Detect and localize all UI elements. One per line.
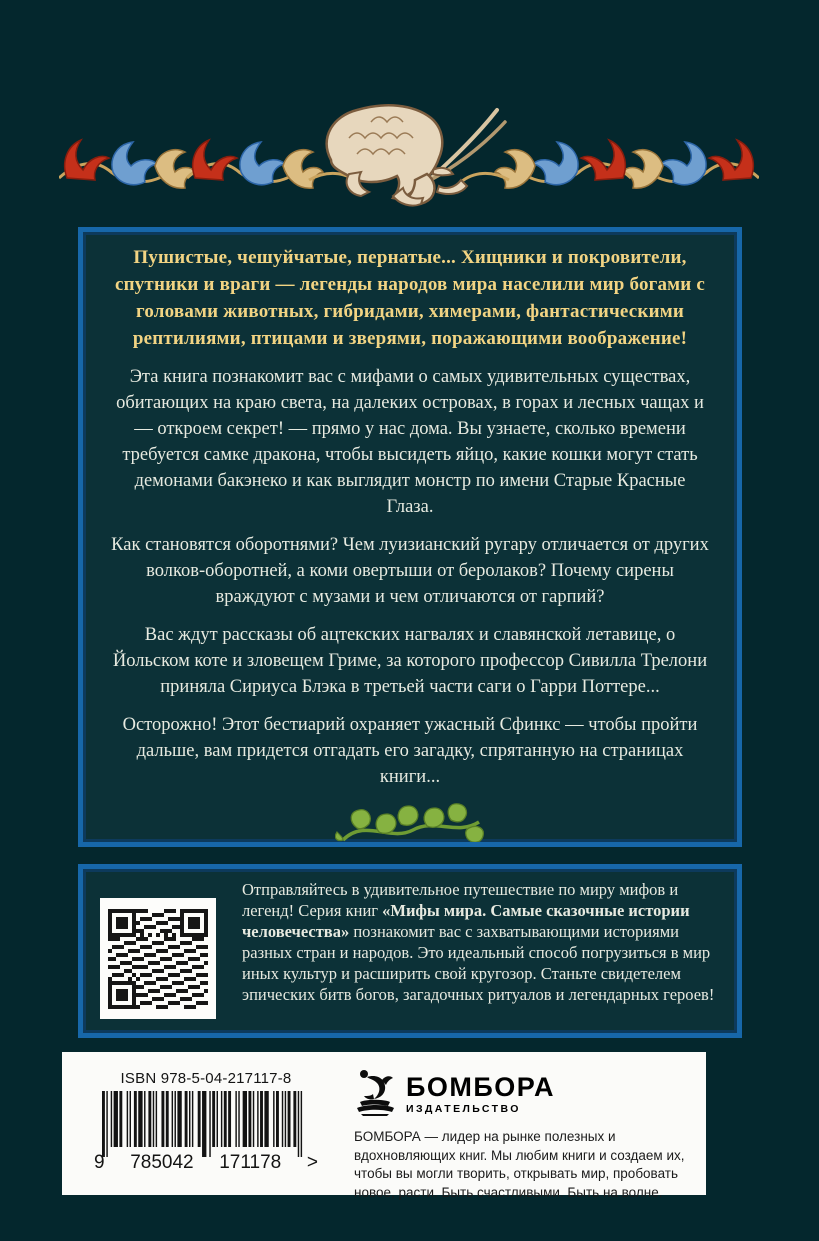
barcode-digit-lead: 9 [94,1152,105,1173]
publisher-subtitle: ИЗДАТЕЛЬСТВО [406,1103,521,1115]
barcode-digit-right: 171178 [219,1152,282,1173]
publisher-logo [354,1068,555,1116]
publisher-name: БОМБОРА [406,1072,555,1102]
bombora-figure-icon [354,1068,396,1116]
barcode-suffix: > [306,1152,318,1173]
qr-code [100,898,216,1019]
annotation-lead: Пушистые, чешуйчатые, пернатые... Хищники и покровители, спутники и враги — легенды народов мира населили мир богами с головами животных, гибридами, химерами, фантастическими рептилиями, птицами и зверями, поражающими воображение! [114,247,706,349]
publisher-panel [62,1052,706,1200]
series-text [216,869,737,1033]
isbn-label: ISBN 978-5-04-217117-8 [120,1070,292,1087]
ibex-figure [327,105,505,205]
series-text-before: Отправляйтесь в удивительное путешествие по миру мифов и легенд! Серия книг [242,880,679,920]
ivy-vine-ornament [109,802,711,847]
series-title: «Мифы мира. Самые сказочные истории человечества» [242,901,690,941]
annotation-paragraph: Эта книга познакомит вас с мифами о самых удивительных существах, обитающих на краю света, на далеких островах, в горах и лесных чащах и — откроем секрет! — прямо у нас дома. Вы узнаете, сколько времени требуется самке дракона, чтобы высидеть яйцо, какие кошки могут стать демонами бакэнеко и как выглядит монстр по имени Старые Красные Глаза. [116,367,704,517]
annotation-box [78,227,742,847]
isbn-barcode-block [92,1070,320,1174]
barcode-digit-left: 785042 [130,1152,194,1173]
annotation-paragraph: Осторожно! Этот бестиарий охраняет ужасный Сфинкс — чтобы пройти дальше, вам придется отгадать его загадку, спрятанную на страницах книги... [122,715,698,787]
series-text-after: познакомит вас с захватывающими историями разных стран и народов. Это идеальный способ погрузиться в мир иных культур и расширить свой кругозор. Станьте свидетелем эпических битв богов, загадочных ритуалов и легендарных героев! [242,922,715,1004]
deer-scroll-ornament [59,100,759,215]
publisher-blurb: БОМБОРА — лидер на рынке полезных и вдохновляющих книг. Мы любим книги и создаем их, чтобы вы могли творить, открывать мир, пробовать новое, расти. Быть счастливыми. Быть на волне. [354,1129,685,1200]
series-box [78,864,742,1038]
ean13-barcode [92,1089,320,1161]
annotation-paragraph: Вас ждут рассказы об ацтекских нагвалях и славянской летавице, о Йольском коте и зловещем Гриме, за которого профессор Сивилла Трелони приняла Сириуса Блэка в третьей части саги о Гарри Поттере... [112,625,708,697]
annotation-paragraph: Как становятся оборотнями? Чем луизианский ругару отличается от других волков-оборотней, а коми овертыши от беролаков? Почему сирены враждуют с музами и чем отличаются от гарпий? [111,535,709,607]
